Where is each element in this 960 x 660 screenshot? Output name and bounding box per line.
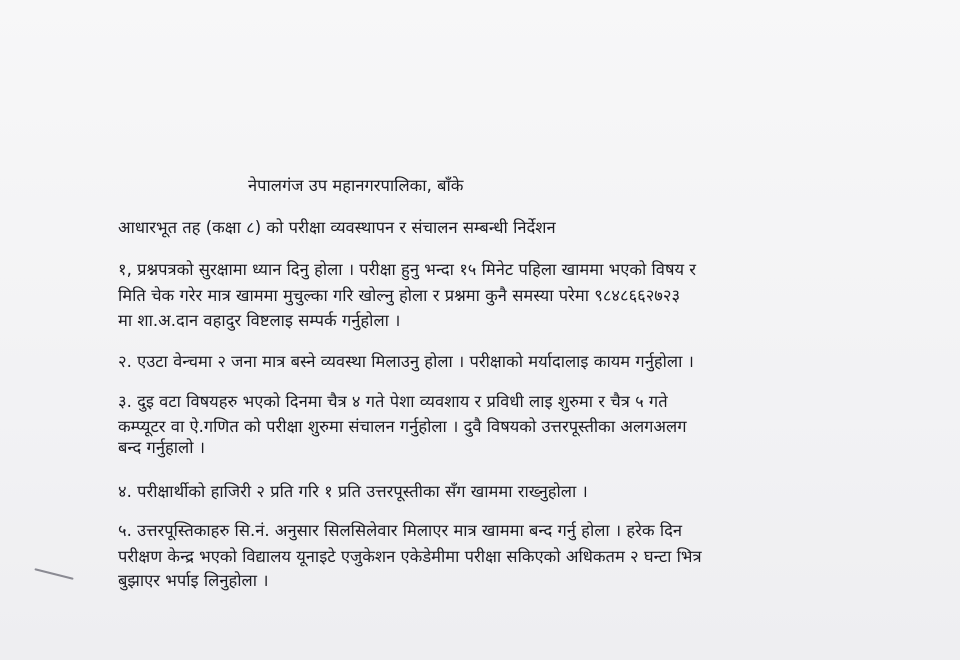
instruction-5-line-1: ५. उत्तरपूस्तिकाहरु सि.नं. अनुसार सिलसिलेवार मिलाएर मात्र खाममा बन्द गर्नु होला । हरेक दिन: [118, 521, 683, 540]
document-subject: आधारभूत तह (कक्षा ८) को परीक्षा व्यवस्थापन र संचालन सम्बन्धी निर्देशन: [118, 218, 556, 237]
instruction-5-line-2: परीक्षण केन्द्र भएको विद्यालय यूनाइटे एजुकेशन एकेडेमीमा परीक्षा सकिएको अधिकतम २ घन्टा भित्र: [118, 547, 702, 566]
instruction-1-line-3: मा शा.अ.दान वहादुर विष्टलाइ सम्पर्क गर्नुहोला ।: [118, 311, 401, 330]
paper-mark: [34, 568, 73, 580]
instruction-4-line-1: ४. परीक्षार्थीको हाजिरी २ प्रति गरि १ प्रति उत्तरपूस्तीका सँग खाममा राख्नुहोला ।: [118, 482, 588, 501]
instruction-5-line-3: बुझाएर भर्पाइ लिनुहोला ।: [118, 571, 269, 590]
instruction-2-line-1: २. एउटा वेन्चमा २ जना मात्र बस्ने व्यवस्था मिलाउनु होला । परीक्षाको मर्यादालाइ कायम गर्नुहोला ।: [118, 352, 694, 371]
instruction-3-line-2: कम्प्यूटर वा ऐ.गणित को परीक्षा शुरुमा संचालन गर्नुहोला । दुवै विषयको उत्तरपूस्तीका अलगअलग: [118, 417, 687, 436]
instruction-3-line-3: बन्द गर्नुहालो ।: [118, 438, 205, 457]
instruction-1-line-1: १, प्रश्नपत्रको सुरक्षामा ध्यान दिनु होला । परीक्षा हुनु भन्दा १५ मिनेट पहिला खाममा भएको विषय र: [118, 260, 697, 279]
instruction-3-line-1: ३. दुइ वटा विषयहरु भएको दिनमा चैत्र ४ गते पेशा व्यवशाय र प्रविधी लाइ शुरुमा र चैत्र ५ गते: [118, 392, 668, 411]
organization-title: नेपालगंज उप महानगरपालिका, बाँके: [248, 176, 464, 195]
instruction-1-line-2: मिति चेक गरेर मात्र खाममा मुचुल्का गरि खोल्नु होला र प्रश्नमा कुनै समस्या परेमा ९८४८६६२७२३: [118, 286, 681, 305]
